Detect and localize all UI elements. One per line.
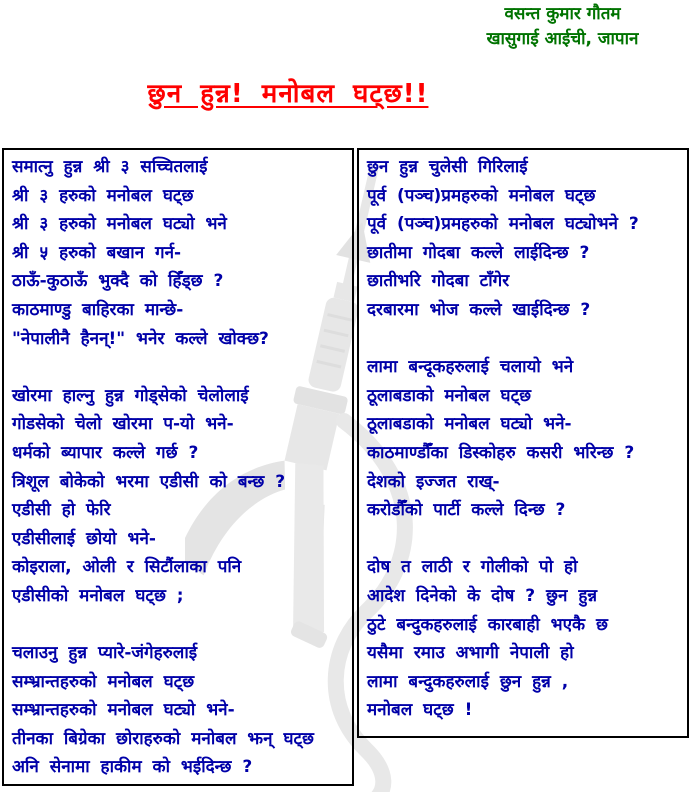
poem-line: करोडौँको पार्टी कल्ले दिन्छ ? <box>367 500 566 521</box>
poem-line: एडीसी हो फेरि <box>12 500 111 521</box>
poem-line: मनोबल घट्छ ! <box>367 700 473 721</box>
author-block <box>460 2 665 52</box>
poem-column-left <box>2 148 354 786</box>
poem-line: ठुटे बन्दुकहरुलाई कारबाही भएकै छ <box>367 614 608 635</box>
poem-line: दरबारमा भोज कल्ले खाईदिन्छ ? <box>367 299 591 320</box>
poem-line <box>367 525 687 554</box>
author-name: वसन्त कुमार गौतम <box>504 4 621 24</box>
poem-line: छातीमा गोदबा कल्ले लाईदिन्छ ? <box>367 242 590 263</box>
poem-line: सम्भ्रान्तहरुको मनोबल घट्छ <box>12 671 195 692</box>
poem-line: श्री ५ हरुको बखान गर्न- <box>12 242 182 263</box>
poem-column-right <box>357 148 689 738</box>
poem-line: पूर्व (पञ्च)प्रमहरुको मनोबल घट्योभने ? <box>367 214 639 235</box>
poem-line: कोइराला, ओली र सिटौंलाका पनि <box>12 557 242 578</box>
poem-line: श्री ३ हरुको मनोबल घट्यो भने <box>12 214 227 235</box>
poem-line: ठाऊँ-कुठाऊँ भुक्दै को हिँड्छ ? <box>12 271 224 292</box>
poem-line: श्री ३ हरुको मनोबल घट्छ <box>12 185 194 206</box>
poem-line: ठूलाबडाको मनोबल घट्यो भने- <box>367 414 572 435</box>
poem-line: चलाउनु हुन्न प्यारे-जंगेहरुलाई <box>12 643 198 664</box>
poem-line: धर्मको ब्यापार कल्ले गर्छ ? <box>12 442 199 463</box>
poem-line: गोडसेको चेलो खोरमा प-यो भने- <box>12 414 234 435</box>
poem-line: त्रिशूल बोकेको भरमा एडीसी को बन्छ ? <box>12 471 286 492</box>
poem-line: अनि सेनामा हाकीम को भईदिन्छ ? <box>12 757 253 778</box>
poem-line: काठमाण्डु बाहिरका मान्छे- <box>12 299 184 320</box>
poem-line <box>367 325 687 354</box>
poem-line: लामा बन्दूकहरुलाई चलायो भने <box>367 357 574 378</box>
poem-line: तीनका बिग्रेका छोराहरुको मनोबल झन् घट्छ <box>12 728 314 749</box>
poem-line: लामा बन्दुकहरुलाई छुन हुन्न , <box>367 671 569 692</box>
poem-line: आदेश दिनेको के दोष ? छुन हुन्न <box>367 585 598 606</box>
page-title: छुन हुन्न! मनोबल घट्छ!! <box>147 79 429 109</box>
poem-line: काठमाण्डौँका डिस्कोहरु कसरी भरिन्छ ? <box>367 442 635 463</box>
poem-line: देशको इज्जत राख्- <box>367 471 500 492</box>
poem-line <box>12 353 352 382</box>
poem-line: सम्भ्रान्तहरुको मनोबल घट्यो भने- <box>12 700 235 721</box>
poem-line: एडीसीको मनोबल घट्छ ; <box>12 585 184 606</box>
author-location: खासुगाई आईची, जापान <box>486 29 639 49</box>
poem-line: ठूलाबडाको मनोबल घट्छ <box>367 385 532 406</box>
poem-line: यसैमा रमाउ अभागी नेपाली हो <box>367 643 574 664</box>
poem-line: पूर्व (पञ्च)प्रमहरुको मनोबल घट्छ <box>367 185 596 206</box>
poem-line: "नेपालीनै हैनन्!" भनेर कल्ले खोक्छ? <box>12 328 269 349</box>
poem-line <box>12 611 352 640</box>
poem-line: छुन हुन्न चुलेसी गिरिलाई <box>367 157 528 177</box>
poem-line: समात्नु हुन्न श्री ३ सच्चितलाई <box>12 157 208 177</box>
poem-line: खोरमा हाल्नु हुन्न गोड्सेको चेलोलाई <box>12 385 249 406</box>
poem-line: एडीसीलाई छोयो भने- <box>12 528 156 549</box>
poem-line: छातीभरि गोदबा टाँगेर <box>367 271 510 292</box>
poem-line: दोष त लाठी र गोलीको पो हो <box>367 557 578 578</box>
